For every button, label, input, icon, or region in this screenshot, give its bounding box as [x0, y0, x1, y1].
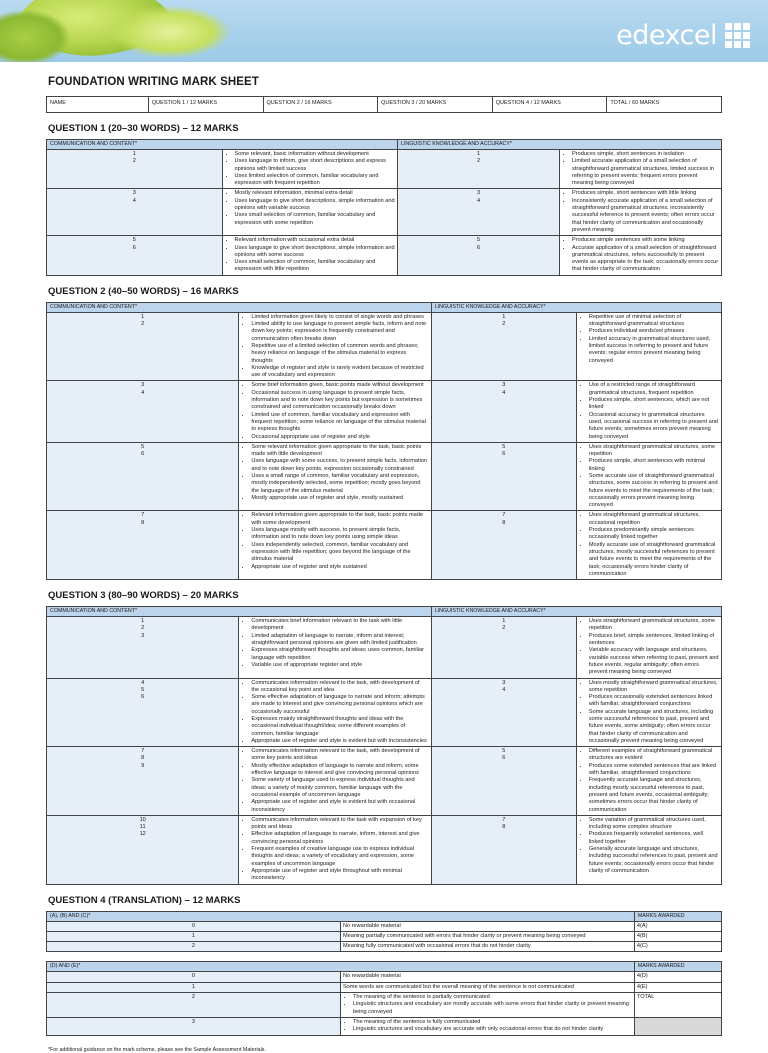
ling-descriptors: [576, 511, 721, 580]
mark-band-value: 2: [132, 158, 136, 165]
descriptor-bullet: • Communicates brief information relevant to the task with little development: [251, 618, 428, 633]
communication-header: COMMUNICATION AND CONTENT*: [47, 302, 432, 312]
descriptor-bullet: • Inconsistently accurate application of a small selection of straightforward grammatical structures, inconsistently successful reference to present events; often errors occur that hinder clarity of communication and occasionally prevent meaning: [572, 198, 719, 234]
criteria-list: [340, 993, 634, 1018]
linguistic-header: LINGUISTIC KNOWLEDGE AND ACCURACY*: [431, 302, 721, 312]
translation-table-de: [46, 961, 722, 1035]
comm-descriptors: [222, 150, 398, 189]
mark-band-value: 11: [139, 824, 146, 831]
marks-awarded-total[interactable]: TOTAL: [634, 993, 721, 1018]
criteria-text: Meaning partially communicated with errors that hinder clarity or prevent meaning being conveyed: [340, 931, 634, 941]
mark-band-value: 1: [476, 151, 481, 157]
mark-band-value: 2: [502, 321, 506, 328]
rubric-row: [47, 189, 722, 236]
descriptor-bullet: • Occasional success in using language to present simple facts, information and to note down key points but expression is sometimes constrained and communication occasionally breaks down: [251, 390, 428, 412]
mark-band-value: 3: [502, 382, 506, 389]
descriptor-bullet: • Frequently accurate language and structures, including mostly successful references to past, present and future events, occasional ambiguity; sometimes errors occur that hinder clarity of communication: [589, 777, 719, 813]
descriptor-bullet: • Generally accurate language and structures, including successful references to past, present and future events; occasionally errors occur that hinder clarity of communication: [589, 846, 719, 875]
mark-band-value: 5: [502, 748, 506, 755]
descriptor-bullet: • Produces occasionally extended sentences linked with familiar, straightforward conjunctions: [589, 694, 719, 709]
descriptor-bullet: • Limited use of common, familiar vocabulary and expression with frequent repetition; some reliance on language of the stimulus material to express thoughts: [251, 412, 428, 434]
descriptor-bullet: • Variable use of appropriate register and style: [251, 662, 428, 669]
descriptor-bullet: • Produces frequently extended sentences, well linked together: [589, 831, 719, 846]
rubric-row: [47, 747, 722, 816]
q3-marks-cell[interactable]: QUESTION 3 / 20 MARKS: [378, 97, 493, 113]
table-abc-header: (A), (B) AND (C)*: [47, 911, 635, 921]
descriptor-bullet: • Produces some extended sentences that are linked with familiar, straightforward conjunctions: [589, 763, 719, 778]
total-entry-cell[interactable]: [634, 1017, 721, 1035]
marks-awarded-header: MARKS AWARDED: [634, 911, 721, 921]
descriptor-bullet: • Produces brief, simple sentences, limited linking of sentences: [589, 633, 719, 648]
descriptor-bullet: • Uses straightforward grammatical structures, some repetition: [589, 618, 719, 633]
mark-band-value: 6: [141, 451, 145, 458]
descriptor-bullet: • Uses language to give short descriptions, simple information and opinions with some success: [235, 245, 396, 260]
communication-header: COMMUNICATION AND CONTENT*: [47, 607, 432, 617]
mark-band-value: 7: [141, 512, 145, 519]
ling-descriptors: [560, 150, 722, 189]
marks-awarded-4d[interactable]: 4(D): [634, 972, 721, 982]
mark-value: 1: [47, 982, 341, 992]
mark-band-value: 5: [141, 686, 145, 693]
mark-band-value: 1: [132, 151, 136, 157]
comm-marks: [47, 617, 239, 678]
mark-value: 3: [47, 1017, 341, 1035]
mark-band-value: 3: [141, 382, 145, 389]
descriptor-bullet: • Limited ability to use language to present simple facts, inform and note down key points; expression is frequently constrained and communication often breaks down: [251, 321, 428, 343]
criteria-bullet: • Linguistic structures and vocabulary are accurate with only occasional errors that do not hinder clarity: [353, 1026, 632, 1033]
linguistic-header: LINGUISTIC KNOWLEDGE AND ACCURACY*: [431, 607, 721, 617]
descriptor-bullet: • Communicates information relevant to the task, with development of the occasional key point and idea: [251, 680, 428, 695]
rubric-row: [47, 312, 722, 381]
descriptor-bullet: • Produces simple, short sentences with little linking: [572, 190, 719, 197]
ling-descriptors: [576, 381, 721, 442]
decorative-leaf-graphic: [110, 6, 230, 58]
descriptor-bullet: • Mostly accurate use of straightforward grammatical structures, mostly successful references to present and future events to meet the requirements of the task; occasionally errors hinder clarity of communication: [589, 542, 719, 578]
mark-band-value: 5: [502, 443, 506, 450]
mark-value: 2: [47, 942, 341, 952]
mark-band-value: 6: [502, 755, 506, 762]
rubric-row: [47, 511, 722, 580]
marks-awarded-4b[interactable]: 4(B): [634, 931, 721, 941]
ling-descriptors: [576, 312, 721, 381]
ling-marks: [431, 312, 576, 381]
edexcel-logo: [616, 18, 750, 52]
criteria-bullet: • Linguistic structures and vocabulary are mostly accurate with some errors that hinder clarity or prevent meaning being conveyed: [353, 1001, 632, 1016]
descriptor-bullet: • Some relevant, basic information without development: [235, 151, 396, 158]
rubric-row: [47, 678, 722, 747]
descriptor-bullet: • Expresses mainly straightforward thoughts and ideas with the occasional individual thought/idea; some different examples of common, familiar language: [251, 716, 428, 738]
descriptor-bullet: • Occasional accuracy in grammatical structures used, occasional success in referring to present and future events; sometimes errors prevent meaning being conveyed: [589, 412, 719, 441]
descriptor-bullet: • Knowledge of register and style is rarely evident because of restricted use of vocabulary and expression: [251, 365, 428, 380]
mark-band-value: 6: [132, 244, 136, 251]
comm-descriptors: [222, 236, 398, 275]
descriptor-bullet: • Relevant information given appropriate to the task, basic points made with some development: [251, 512, 428, 527]
mark-band-value: 8: [141, 755, 145, 762]
mark-band-value: 1: [141, 618, 145, 625]
rubric-row: [47, 236, 722, 275]
descriptor-bullet: • Variable accuracy with language and structures, variable success when referring to past, present and future events, regular ambiguity; often errors prevent meaning being conveyed: [589, 647, 719, 676]
comm-marks: [47, 312, 239, 381]
mark-band-value: 4: [132, 197, 136, 204]
ling-marks: [431, 381, 576, 442]
question-3-heading: QUESTION 3 (80–90 WORDS) – 20 MARKS: [48, 590, 239, 602]
descriptor-bullet: • Uses mostly straightforward grammatical structures, some repetition: [589, 680, 719, 695]
comm-marks: [47, 236, 223, 275]
mark-band-value: 2: [141, 625, 145, 632]
comm-marks: [47, 678, 239, 747]
ling-descriptors: [576, 617, 721, 678]
table-row: [47, 993, 722, 1018]
mark-band-value: 6: [502, 451, 506, 458]
mark-band-value: 8: [502, 519, 506, 526]
mark-band-value: 3: [141, 632, 145, 639]
descriptor-bullet: • Mostly effective adaptation of language to narrate and inform, some effective language to interest and give convincing personal opinions: [251, 763, 428, 778]
mark-sheet: [46, 70, 722, 1053]
mark-band-value: 1: [502, 313, 506, 320]
descriptor-bullet: • Produces individual words/set phrases: [589, 328, 719, 335]
mark-band-value: 7: [502, 512, 506, 519]
descriptor-bullet: • Uses straightforward grammatical structures, some repetition: [589, 444, 719, 459]
descriptor-bullet: • Communicates information relevant to the task with expansion of key points and ideas: [251, 817, 428, 832]
comm-marks: [47, 747, 239, 816]
mark-band-value: 1: [502, 618, 506, 625]
ling-marks: [398, 189, 560, 236]
comm-descriptors: [239, 747, 431, 816]
comm-descriptors: [239, 312, 431, 381]
mark-band-value: 12: [139, 831, 146, 838]
name-marks-table: [46, 96, 722, 113]
descriptor-bullet: • Repetitive use of minimal selection of straightforward grammatical structures: [589, 314, 719, 329]
mark-band-value: 8: [141, 519, 145, 526]
mark-band-value: 5: [141, 443, 145, 450]
descriptor-bullet: • Some accurate use of straightforward grammatical structures, some success in referring to present and future events to meet the requirements of the task; occasionally errors prevent meaning being conveyed: [589, 473, 719, 509]
rubric-row: [47, 815, 722, 884]
marks-awarded-4c[interactable]: 4(C): [634, 942, 721, 952]
ling-descriptors: [560, 236, 722, 275]
descriptor-bullet: • Produces simple sentences with some linking: [572, 237, 719, 244]
ling-marks: [431, 747, 576, 816]
descriptor-bullet: • Appropriate use of register and style is evident but with occasional inconsistency: [251, 799, 428, 814]
marks-awarded-header: MARKS AWARDED: [634, 962, 721, 972]
translation-table-abc: [46, 911, 722, 953]
descriptor-bullet: • Some brief information given, basic points made without development: [251, 382, 428, 389]
mark-band-value: 1: [141, 313, 145, 320]
descriptor-bullet: • Produces simple, short sentences in isolation: [572, 151, 719, 158]
comm-marks: [47, 189, 223, 236]
criteria-text: Some words are communicated but the overall meaning of the sentence is not communicated: [340, 982, 634, 992]
rubric-row: [47, 442, 722, 511]
mark-band-value: 4: [502, 686, 506, 693]
mark-band-value: 4: [476, 197, 481, 204]
descriptor-bullet: • Produces simple, short sentences, which are not linked: [589, 397, 719, 412]
descriptor-bullet: • Produces predominantly simple sentences occasionally linked together: [589, 527, 719, 542]
ling-marks: [431, 442, 576, 511]
comm-descriptors: [239, 442, 431, 511]
q1-marks-cell[interactable]: QUESTION 1 / 12 MARKS: [148, 97, 263, 113]
descriptor-bullet: • Expresses straightforward thoughts and ideas; uses common, familiar language with repetition: [251, 647, 428, 662]
descriptor-bullet: • Limited accurate application of a small selection of straightforward grammatical structures, limited success in referring to present events; frequent errors prevent meaning being conveyed: [572, 158, 719, 187]
mark-band-value: 7: [141, 748, 145, 755]
mark-band-value: 3: [476, 190, 481, 197]
table-row: [47, 972, 722, 982]
descriptor-bullet: • Frequent examples of creative language use to express individual thoughts and ideas; a variety of vocabulary and expression, some examples of uncommon language: [251, 846, 428, 868]
descriptor-bullet: • Uses independently selected, common, familiar vocabulary and expression with little repetition; goes beyond the language of the stimulus material: [251, 542, 428, 564]
rubric-row: [47, 150, 722, 189]
descriptor-bullet: • Some variation of grammatical structures used, including some complex structure: [589, 817, 719, 832]
table-de-header: (D) AND (E)*: [47, 962, 635, 972]
descriptor-bullet: • Mostly relevant information, minimal extra detail: [235, 190, 396, 197]
descriptor-bullet: • Uses language mostly with success, to present simple facts, information and to note down key points using simple ideas: [251, 527, 428, 542]
mark-value: 0: [47, 972, 341, 982]
ling-marks: [431, 815, 576, 884]
ling-descriptors: [576, 815, 721, 884]
comm-marks: [47, 815, 239, 884]
footnote: *For additional guidance on the mark scheme, please see the Sample Assessment Materials.: [48, 1046, 266, 1053]
descriptor-bullet: • Uses small selection of common, familiar vocabulary and expression with some repetition: [235, 212, 396, 227]
ling-descriptors: [576, 678, 721, 747]
logo-text: edexcel: [616, 19, 717, 51]
mark-band-value: 2: [502, 625, 506, 632]
q4-marks-cell[interactable]: QUESTION 4 / 12 MARKS: [492, 97, 607, 113]
mark-band-value: 7: [502, 816, 506, 823]
table-row: [47, 931, 722, 941]
header-banner: [0, 0, 768, 62]
descriptor-bullet: • Communicates information relevant to the task, with development of some key points and ideas: [251, 748, 428, 763]
table-row: [47, 921, 722, 931]
mark-band-value: 2: [141, 321, 145, 328]
descriptor-bullet: • Uses language with some success, to present simple facts, information and to note down key points, expression occasionally constrained: [251, 458, 428, 473]
comm-descriptors: [239, 678, 431, 747]
question-2-rubric: [46, 302, 722, 580]
ling-marks: [398, 236, 560, 275]
descriptor-bullet: • Accurate application of a small selection of straightforward grammatical structures, refers successfully to present events as appropriate to the task; occasionally errors occur that hinder clarity of communication: [572, 245, 719, 274]
mark-band-value: 4: [141, 389, 145, 396]
descriptor-bullet: • Some effective adaptation of language to narrate and inform; attempts are made to interest and give convincing personal opinions which are occasionally successful: [251, 694, 428, 716]
descriptor-bullet: • Uses straightforward grammatical structures, occasional repetition: [589, 512, 719, 527]
descriptor-bullet: • Relevant information with occasional extra detail: [235, 237, 396, 244]
comm-descriptors: [239, 617, 431, 678]
marks-awarded-4a[interactable]: 4(A): [634, 921, 721, 931]
mark-band-value: 8: [502, 824, 506, 831]
rubric-row: [47, 617, 722, 678]
question-1-heading: QUESTION 1 (20–30 WORDS) – 12 MARKS: [48, 123, 239, 134]
descriptor-bullet: • Limited accuracy in grammatical structures used, limited success in referring to present and future events; regular errors prevent meaning being conveyed: [589, 336, 719, 365]
ling-marks: [431, 617, 576, 678]
comm-marks: [47, 442, 239, 511]
descriptor-bullet: • Uses small selection of common, familiar vocabulary and expression with little repetition: [235, 259, 396, 274]
descriptor-bullet: • Mostly appropriate use of register and style, mostly sustained: [251, 495, 428, 502]
mark-value: 1: [47, 931, 341, 941]
criteria-text: No rewardable material: [340, 972, 634, 982]
comm-descriptors: [239, 815, 431, 884]
descriptor-bullet: • Limited adaptation of language to narrate, inform and interest; straightforward personal opinions are given with limited justification: [251, 633, 428, 648]
criteria-text: Meaning fully communicated with occasional errors that do not hinder clarity: [340, 942, 634, 952]
criteria-bullet: • The meaning of the sentence is partially communicated: [353, 994, 632, 1001]
ling-descriptors: [576, 442, 721, 511]
ling-descriptors: [560, 189, 722, 236]
logo-grid-icon: [725, 23, 750, 48]
q2-marks-cell[interactable]: QUESTION 2 / 16 MARKS: [263, 97, 378, 113]
mark-band-value: 3: [502, 679, 506, 686]
descriptor-bullet: • Limited information given likely to consist of single words and phrases: [251, 314, 428, 321]
ling-marks: [431, 678, 576, 747]
descriptor-bullet: • Some relevant information given appropriate to the task, basic points made with little development: [251, 444, 428, 459]
mark-value: 0: [47, 921, 341, 931]
criteria-bullet: • The meaning of the sentence is fully communicated: [353, 1019, 632, 1026]
mark-band-value: 3: [132, 190, 136, 197]
ling-marks: [431, 511, 576, 580]
mark-band-value: 6: [476, 244, 481, 251]
descriptor-bullet: • Effective adaptation of language to narrate, inform, interest and give convincing personal opinions: [251, 831, 428, 846]
table-row: [47, 1017, 722, 1035]
comm-descriptors: [239, 381, 431, 442]
rubric-row: [47, 381, 722, 442]
descriptor-bullet: • Some accurate language and structures, including some successful references to past, present and future events, some ambiguity; often errors occur that hinder clarity of communication and occasionally prevent meaning being conveyed: [589, 709, 719, 745]
descriptor-bullet: • Uses a small range of common, familiar vocabulary and expression, mostly independently selected, some repetition; mostly goes beyond the language of the stimulus material: [251, 473, 428, 495]
communication-header: COMMUNICATION AND CONTENT*: [47, 140, 398, 150]
comm-marks: [47, 381, 239, 442]
mark-band-value: 5: [476, 237, 481, 244]
ling-marks: [398, 150, 560, 189]
comm-descriptors: [222, 189, 398, 236]
descriptor-bullet: • Different examples of straightforward grammatical structures are evident: [589, 748, 719, 763]
marks-awarded-4e[interactable]: 4(E): [634, 982, 721, 992]
table-row: [47, 942, 722, 952]
question-2-heading: QUESTION 2 (40–50 WORDS) – 16 MARKS: [48, 285, 239, 297]
criteria-text: No rewardable material: [340, 921, 634, 931]
mark-band-value: 4: [141, 679, 145, 686]
total-marks-cell[interactable]: TOTAL / 60 MARKS: [607, 97, 722, 113]
table-row: [47, 982, 722, 992]
comm-marks: [47, 150, 223, 189]
descriptor-bullet: • Uses language to inform, give short descriptions and express opinions with limited success: [235, 158, 396, 173]
descriptor-bullet: • Some variety of language used to express individual thoughts and ideas; a variety of mainly common, familiar language with the occasional example of uncommon language: [251, 777, 428, 799]
question-1-rubric: [46, 139, 722, 276]
descriptor-bullet: • Appropriate use of register and style throughout with minimal inconsistency: [251, 868, 428, 883]
criteria-list: [340, 1017, 634, 1035]
question-3-rubric: [46, 606, 722, 884]
descriptor-bullet: • Uses limited selection of common, familiar vocabulary and expression with frequent repetition: [235, 173, 396, 188]
descriptor-bullet: • Use of a restricted range of straightforward grammatical structures, frequent repetition: [589, 382, 719, 397]
mark-band-value: 10: [139, 816, 146, 823]
descriptor-bullet: • Appropriate use of register and style sustained: [251, 564, 428, 571]
ling-descriptors: [576, 747, 721, 816]
mark-value: 2: [47, 993, 341, 1018]
page-title: FOUNDATION WRITING MARK SHEET: [48, 76, 259, 88]
comm-descriptors: [239, 511, 431, 580]
descriptor-bullet: • Uses language to give short descriptions, simple information and opinions with variable success: [235, 198, 396, 213]
descriptor-bullet: • Occasional appropriate use of register and style: [251, 434, 428, 441]
comm-marks: [47, 511, 239, 580]
mark-band-value: 9: [141, 762, 145, 769]
descriptor-bullet: • Produces simple, short sentences with minimal linking: [589, 458, 719, 473]
descriptor-bullet: • Repetitive use of a limited selection of common words and phrases; heavy reliance on language of the stimulus material to express thoughts: [251, 343, 428, 365]
mark-band-value: 2: [476, 158, 481, 165]
name-cell[interactable]: NAME: [47, 97, 149, 113]
question-4-heading: QUESTION 4 (TRANSLATION) – 12 MARKS: [48, 894, 241, 906]
descriptor-bullet: • Appropriate use of register and style is evident but with inconsistencies: [251, 738, 428, 745]
mark-band-value: 4: [502, 389, 506, 396]
linguistic-header: LINGUISTIC KNOWLEDGE AND ACCURACY*: [398, 140, 722, 150]
mark-band-value: 5: [132, 237, 136, 244]
mark-band-value: 6: [141, 694, 145, 701]
